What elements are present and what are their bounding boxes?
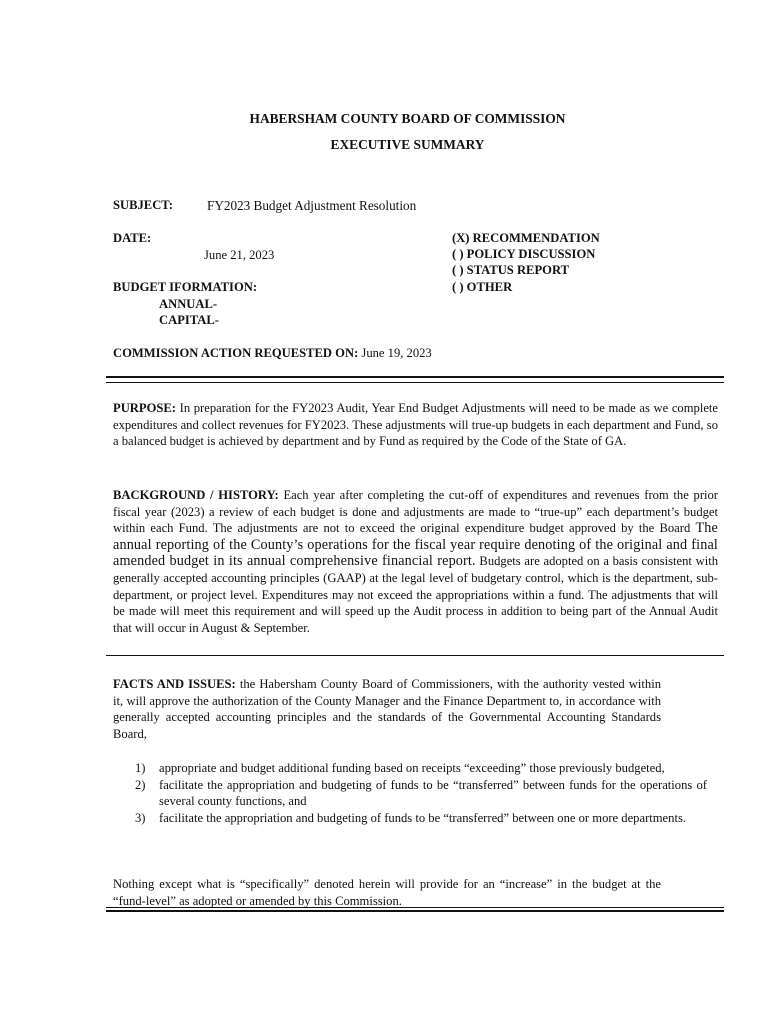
closing-paragraph: Nothing except what is “specifically” denoted herein will provide for an “increase” in the budget at the “fund-level” as adopted or amended by this Commission. bbox=[113, 877, 661, 908]
document-title: HABERSHAM COUNTY BOARD OF COMMISSION bbox=[249, 111, 566, 126]
background-paragraph bbox=[113, 487, 718, 636]
budget-information-label: BUDGET IFORMATION: bbox=[113, 280, 258, 294]
list-item-number: 3) bbox=[135, 810, 146, 825]
list-item bbox=[135, 760, 707, 777]
option-other: ( ) OTHER bbox=[452, 280, 513, 294]
facts-label: FACTS AND ISSUES: bbox=[113, 677, 236, 691]
option-status-report: ( ) STATUS REPORT bbox=[452, 263, 569, 277]
list-item bbox=[135, 777, 707, 810]
list-item-text: appropriate and budget additional funding based on receipts “exceeding” those previously budgeted, bbox=[159, 761, 665, 775]
commission-action-label: COMMISSION ACTION REQUESTED ON: bbox=[113, 346, 359, 360]
budget-capital-label: CAPITAL- bbox=[159, 313, 219, 327]
issues-list bbox=[113, 760, 707, 826]
list-item-number: 1) bbox=[135, 761, 146, 775]
subject-label: SUBJECT: bbox=[113, 198, 173, 212]
commission-action-date: June 19, 2023 bbox=[361, 346, 432, 360]
list-item-number: 2) bbox=[135, 777, 146, 792]
date-value: June 21, 2023 bbox=[204, 248, 275, 262]
option-policy-discussion: ( ) POLICY DISCUSSION bbox=[452, 247, 596, 261]
background-divider bbox=[106, 655, 724, 656]
option-recommendation: (X) RECOMMENDATION bbox=[452, 231, 600, 245]
list-item-text: facilitate the appropriation and budgeting of funds to be “transferred” between one or more departments. bbox=[159, 810, 686, 825]
list-item bbox=[135, 810, 707, 827]
budget-annual-label: ANNUAL- bbox=[159, 297, 218, 311]
purpose-text: In preparation for the FY2023 Audit, Year End Budget Adjustments will need to be made as we complete expenditures and collect revenues for FY2023. These adjustments will true-up budgets in each department and Fund, so a balanced budget is achieved by department and by Fund as required by the Code of the State of GA. bbox=[113, 401, 718, 449]
date-label: DATE: bbox=[113, 231, 152, 245]
background-text-2: The annual reporting of the County’s operations for the fiscal year require denoting of the original and final amended budget in its annual comprehensive financial report. bbox=[113, 520, 718, 570]
subject-value: FY2023 Budget Adjustment Resolution bbox=[207, 198, 417, 213]
document-subtitle: EXECUTIVE SUMMARY bbox=[330, 137, 485, 152]
bottom-divider bbox=[106, 907, 724, 912]
background-label: BACKGROUND / HISTORY: bbox=[113, 488, 279, 502]
purpose-paragraph bbox=[113, 400, 718, 450]
background-text-1: Each year after completing the cut-off of expenditures and revenues from the prior fiscal year (2023) a review of each budget is done and adjustments are made to “true-up” each department’s budget within each Fund. The adjustments are not to exceed the original expenditure budget approved by the Board bbox=[113, 488, 719, 536]
list-item-text: facilitate the appropriation and budgeting of funds to be “transferred” between funds for the operations of several county functions, and bbox=[159, 777, 707, 809]
purpose-label: PURPOSE: bbox=[113, 401, 176, 415]
commission-action-line bbox=[113, 346, 432, 361]
background-text-3: Budgets are adopted on a basis consistent with generally accepted accounting principles (GAAP) at the legal level of budgetary control, which is the department, sub-department, or project level. Expenditures may not exceed the appropriations within a fund. The adjustments that will be made will meet this requirement and will speed up the Audit process in addition to being part of the Annual Audit that will occur in August & September. bbox=[113, 554, 718, 635]
section-divider bbox=[106, 376, 724, 383]
facts-text: the Habersham County Board of Commissioners, with the authority vested within it, will approve the authorization of the County Manager and the Finance Department to, in accordance with generally accepted accounting principles and the standards of the Governmental Accounting Standards Board, bbox=[113, 677, 661, 741]
facts-paragraph bbox=[113, 676, 661, 742]
